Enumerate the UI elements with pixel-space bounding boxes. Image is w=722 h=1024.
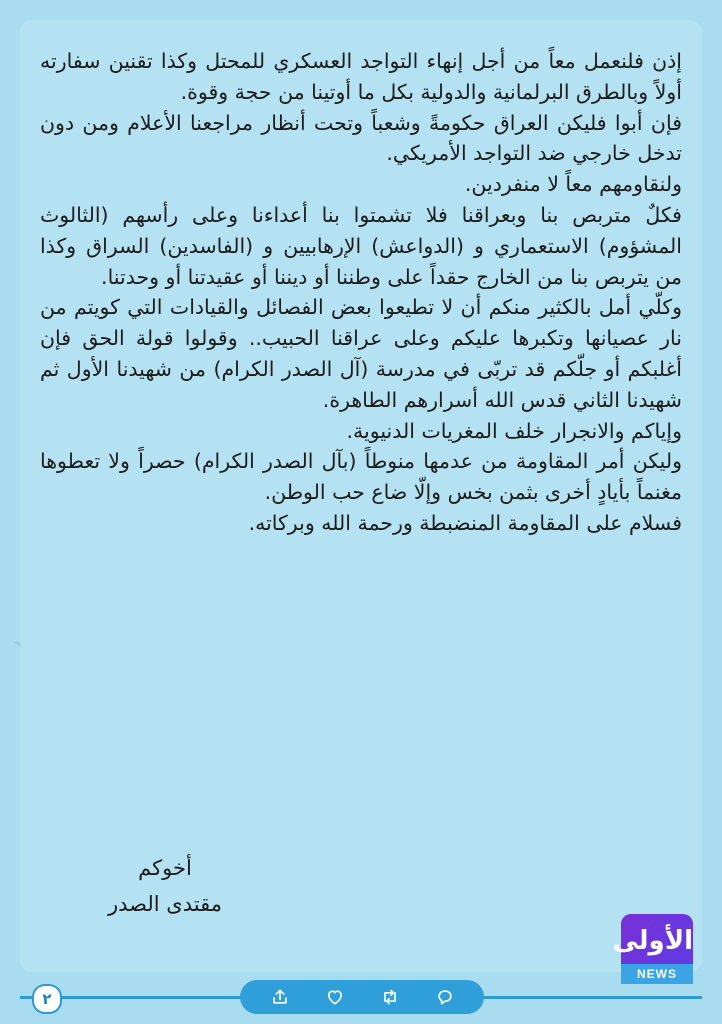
statement-body — [40, 46, 682, 539]
paragraph: وكلّي أمل بالكثير منكم أن لا تطيعوا بعض الفصائل والقيادات التي كويتم من نار عصيانها وتكبرها عليكم وعلى عراقنا الحبيب.. وقولوا قولة الحق فإن أغلبكم أو جلّكم قد تربّى في مدرسة (آل الصدر الكرام) من شهيدنا الأول ثم شهيدنا الثاني قدس الله أسرارهم الطاهرة. — [40, 295, 682, 412]
paragraph: فإن أبوا فليكن العراق حكومةً وشعباً وتحت أنظار مراجعنا الأعلام ومن دون تدخل خارجي ضد التواجد الأمريكي. — [40, 110, 682, 166]
like-icon[interactable] — [325, 987, 345, 1007]
page-number: ٢ — [32, 984, 62, 1014]
news-logo — [612, 914, 693, 984]
paragraph: ولنقاومهم معاً لا منفردين. — [464, 172, 682, 197]
logo-wordmark: الأولى — [612, 926, 693, 956]
retweet-icon[interactable] — [380, 987, 400, 1007]
paragraph: فكلٌ متربص بنا وبعراقنا فلا تشمتوا بنا أعداءنا وعلى رأسهم (الثالوث المشؤوم) الاستعماري و (الدواعش) الإرهابيين و (الفاسدين) السراق وكذا من يتربص بنا من الخارج حقداً على وطننا أو ديننا أو عقيدتنا أو وحدتنا. — [40, 202, 682, 289]
paragraph: إذن فلنعمل معاً من أجل إنهاء التواجد العسكري للمحتل وكذا تقنين سفارته أولاً وبالطرق البرلمانية والدولية بكل ما أوتينا من حجة وقوة. — [40, 49, 682, 104]
signature-name: مقتدى الصدر — [108, 892, 222, 916]
paragraph: وليكن أمر المقاومة من عدمها منوطاً (بآل الصدر الكرام) حصراً ولا تعطوها مغنماً بأيادٍ أخرى بثمن بخس وإلّا ضاع حب الوطن. — [40, 449, 682, 505]
tweet-action-bar — [240, 980, 484, 1014]
signature-salutation: أخوكم — [138, 856, 192, 880]
signature — [95, 850, 235, 922]
paragraph: فسلام على المقاومة المنضبطة ورحمة الله وبركاته. — [248, 510, 682, 535]
paragraph: وإياكم والانجرار خلف المغريات الدنيوية. — [346, 418, 682, 443]
reply-icon[interactable] — [435, 987, 455, 1007]
logo-news-label: NEWS — [621, 964, 693, 984]
share-icon[interactable] — [270, 987, 290, 1007]
statement-card — [20, 20, 702, 972]
